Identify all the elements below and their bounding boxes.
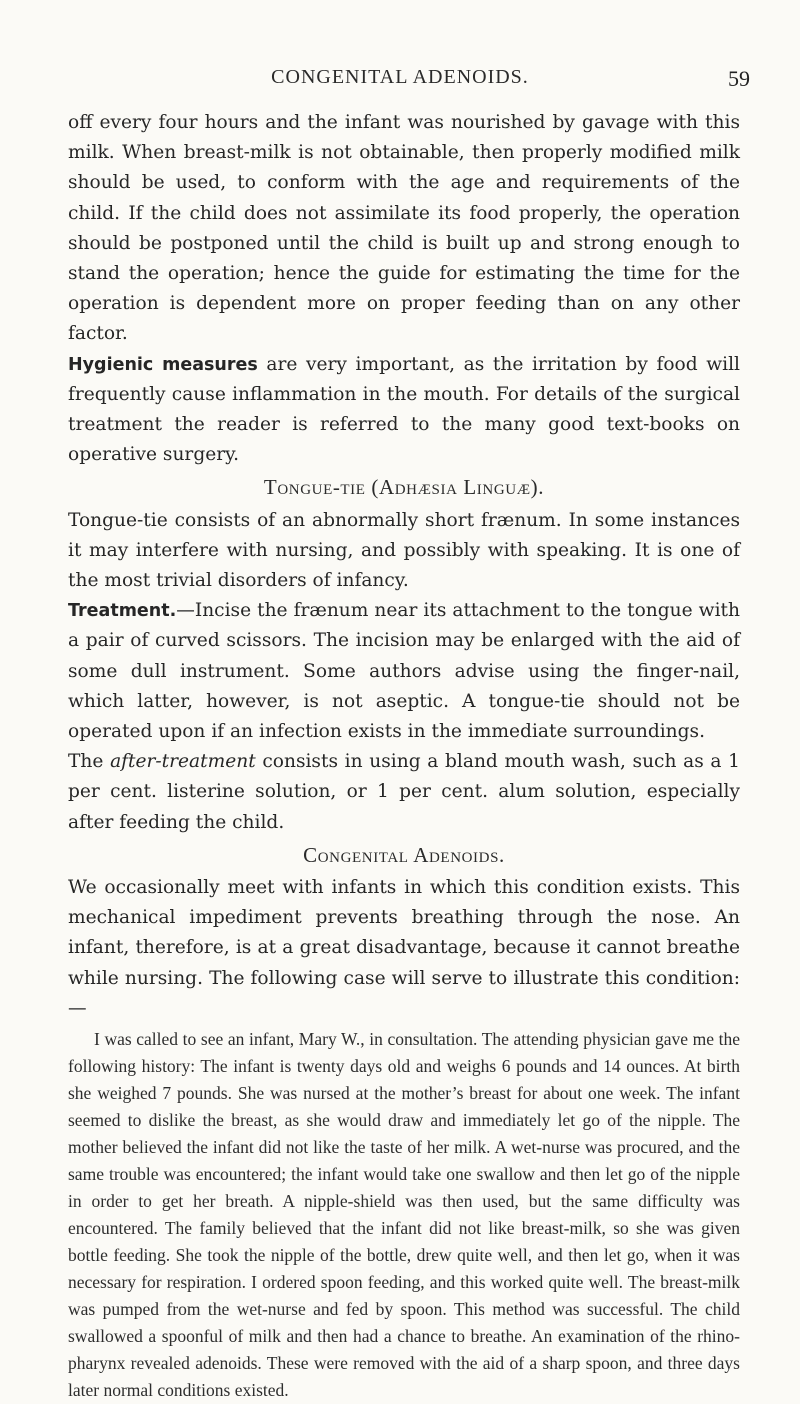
after-treatment-prefix: The — [68, 751, 111, 773]
paragraph-treatment-text: —Incise the frænum near its attachment to the tongue with a pair of curved scissors. The incision may be enlarged with the aid of some dull instrument. Some authors advise using the finger-nail, which latter, however, is not aseptic. A tongue-tie should not be operated upon if an infection exists in the immediate surroundings. — [68, 600, 740, 743]
paragraph-hygienic — [68, 350, 740, 471]
paragraph-gavage: off every four hours and the infant was nourished by gavage with this milk. When breast-milk is not obtainable, then properly modified milk should be used, to conform with the age and requirements of the child. If the child does not assimilate its food properly, the operation should be postponed until the child is built up and strong enough to stand the operation; hence the guide for estimating the time for the operation is dependent more on proper feeding than on any other factor. — [68, 112, 740, 345]
section-heading-congenital-adenoids: Congenital Adenoids. — [303, 842, 505, 867]
after-treatment-text: consists in using a bland mouth wash, such as a 1 per cent. listerine solution, or 1 per cent. alum solution, especially after feeding the child. — [68, 751, 740, 833]
paragraph-adenoids-intro: We occasionally meet with infants in which this condition exists. This mechanical impediment prevents breathing through the nose. An infant, therefore, is at a great disadvantage, because it cannot breathe while nursing. The following case will serve to illustrate this condition:— — [68, 877, 740, 1019]
paragraph-tongue-tie: Tongue-tie consists of an abnormally short frænum. In some instances it may interfere with nursing, and possibly with speaking. It is one of the most trivial disorders of infancy. — [68, 509, 740, 592]
paragraph-treatment — [68, 596, 740, 747]
after-treatment-italic: after-treatment — [110, 751, 256, 773]
case-report-text: I was called to see an infant, Mary W., in consultation. The attending physician gave me the following history: The infant is twenty days old and weighs 6 pounds and 14 ounces. At birth she weighed 7 pounds. She was nursed at the mother’s breast for about one week. The infant seemed to dislike the breast, as she would draw and immediately let go of the nipple. The mother believed the infant did not like the taste of her milk. A wet-nurse was procured, and the same trouble was encountered; the infant would take one swallow and then let go of the nipple in order to get her breath. A nipple-shield was then used, but the same difficulty was encountered. The family believed that the infant did not like breast-milk, so she was given bottle feeding. She took the nipple of the bottle, drew quite well, and then let go, when it was necessary for respiration. I ordered spoon feeding, and this worked quite well. The breast-milk was pumped from the wet-nurse and fed by spoon. This method was successful. The child swallowed a spoonful of milk and then had a chance to breathe. An examination of the rhino-pharynx revealed adenoids. These were removed with the aid of a sharp spoon, and three days later normal conditions existed. — [68, 1029, 740, 1401]
page-number: 59 — [728, 66, 750, 91]
paragraph-hygienic-text: are very important, as the irritation by food will frequently cause inflammation in the mouth. For details of the surgical treatment the reader is referred to the many good text-books on operative surgery. — [68, 353, 741, 466]
runin-treatment: Treatment. — [68, 601, 177, 622]
case-report — [68, 1026, 740, 1404]
page-header — [0, 66, 800, 96]
running-head: CONGENITAL ADENOIDS. — [271, 66, 529, 88]
runin-hygienic: Hygienic measures — [68, 354, 258, 375]
paragraph-after-treatment — [68, 747, 740, 838]
page-body — [68, 108, 740, 1404]
section-heading-tongue-tie: Tongue-tie (Adhæsia Linguæ). — [263, 475, 545, 500]
